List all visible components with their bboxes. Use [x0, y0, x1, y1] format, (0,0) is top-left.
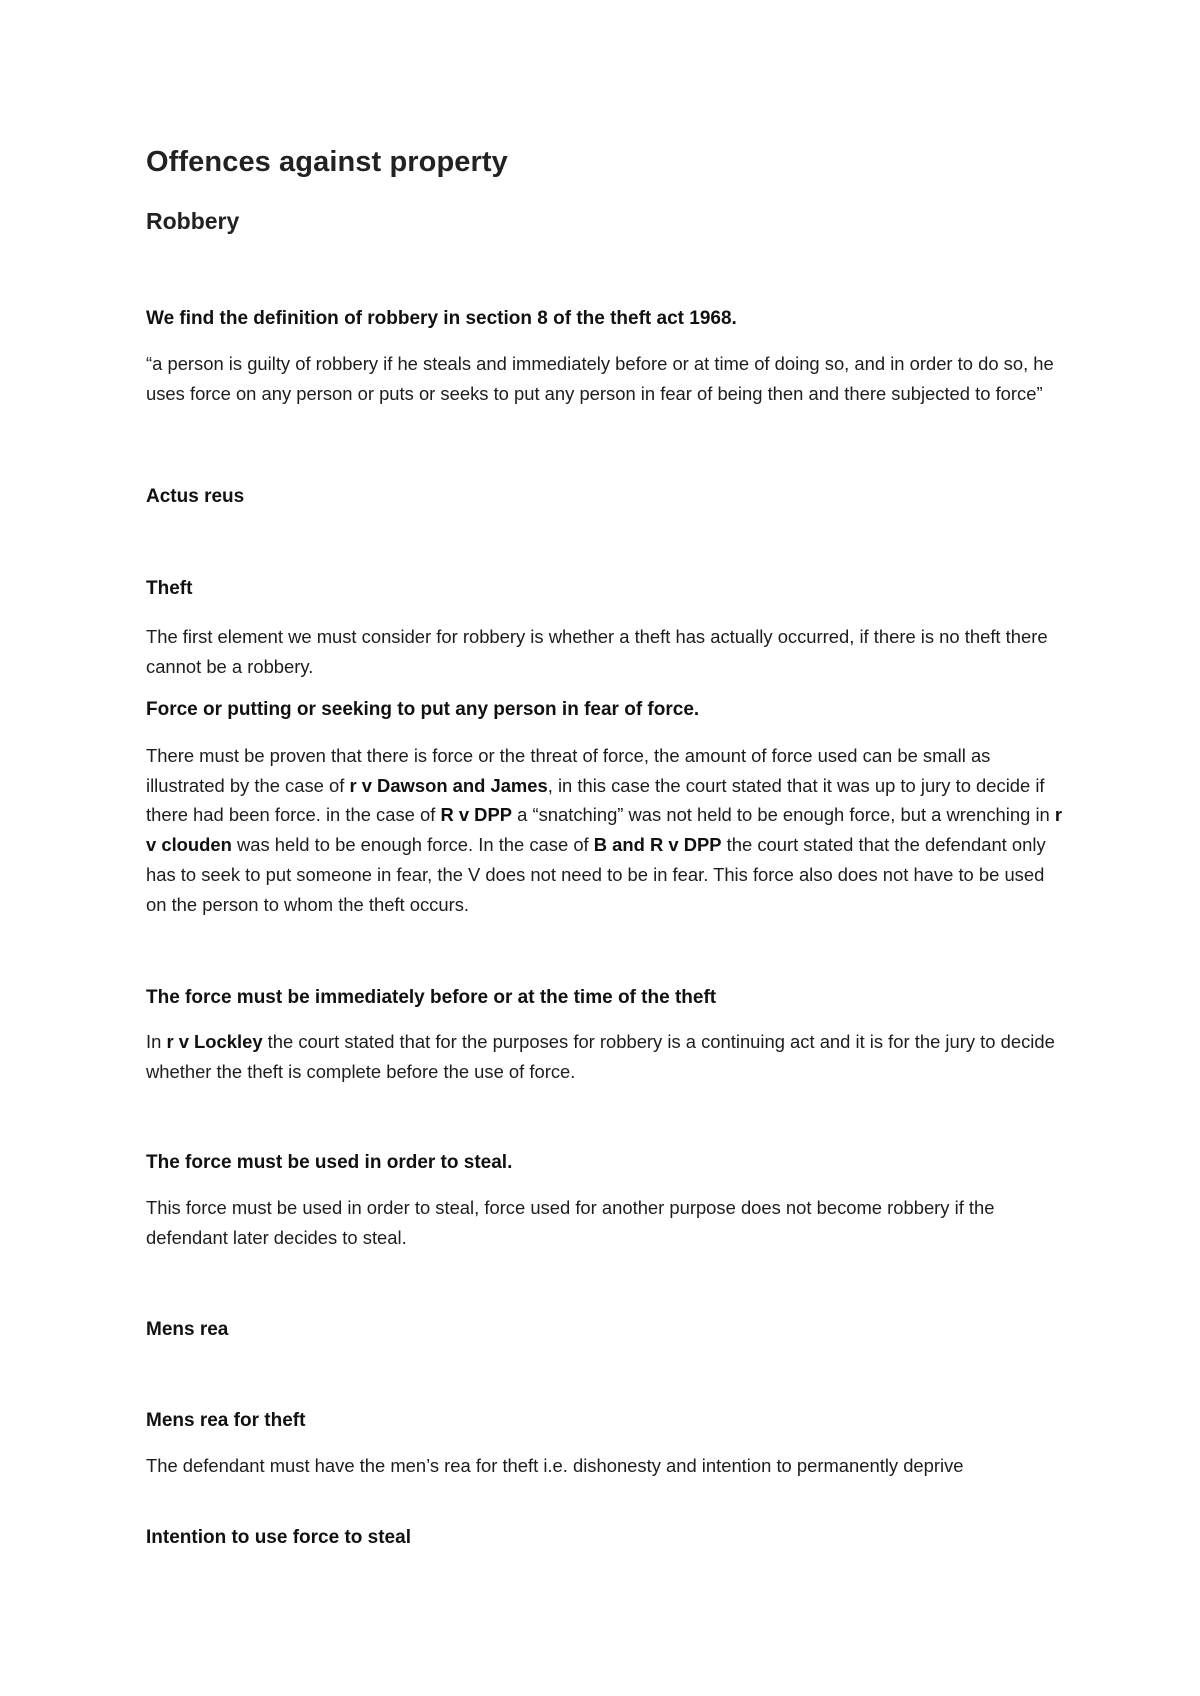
intention-heading: Intention to use force to steal: [146, 1527, 411, 1548]
force-paragraph: [146, 741, 1066, 919]
timing-heading: The force must be immediately before or at the time of the theft: [146, 987, 717, 1008]
theft-paragraph: The first element we must consider for robbery is whether a theft has actually occurred, if there is no theft there cannot be a robbery.: [146, 626, 1048, 677]
mens-rea-theft-heading: Mens rea for theft: [146, 1410, 306, 1431]
force-text-1: There must be proven that there is force or the threat of force, the amount of force used can be small as illustrated by the case of: [146, 745, 991, 796]
mens-rea-theft-paragraph: The defendant must have the men’s rea for theft i.e. dishonesty and intention to permanently deprive: [146, 1455, 964, 1476]
case-dawson-and-james: r v Dawson and James: [349, 774, 548, 796]
order-heading: The force must be used in order to steal.: [146, 1152, 513, 1173]
actus-reus-heading: Actus reus: [146, 486, 245, 507]
timing-paragraph: [146, 1027, 1066, 1086]
force-text-5: the court stated that the defendant only has to seek to put someone in fear, the V does not need to be in fear. This force also does not have to be used on the person to whom the theft occurs.: [146, 834, 1046, 915]
timing-text-1: In: [146, 1031, 167, 1052]
case-r-v-lockley: r v Lockley: [166, 1031, 263, 1052]
definition-quote: “a person is guilty of robbery if he steals and immediately before or at time of doing so, and in order to do so, he uses force on any person or puts or seeks to put any person in fear of being then and there subjected to force”: [146, 353, 1054, 404]
timing-text-2: the court stated that for the purposes for robbery is a continuing act and it is for the jury to decide whether the theft is complete before the use of force.: [146, 1031, 1055, 1082]
theft-heading: Theft: [146, 578, 193, 599]
case-r-v-clouden: r v clouden: [146, 804, 1063, 856]
definition-heading: We find the definition of robbery in section 8 of the theft act 1968.: [146, 308, 737, 329]
document-title: Offences against property: [146, 146, 508, 178]
force-heading: Force or putting or seeking to put any person in fear of force.: [146, 699, 700, 720]
document-subtitle: Robbery: [146, 208, 240, 234]
order-paragraph: This force must be used in order to steal, force used for another purpose does not become robbery if the defendant later decides to steal.: [146, 1197, 995, 1248]
force-text-4: was held to be enough force. In the case of: [231, 834, 594, 856]
force-text-3: a “snatching” was not held to be enough force, but a wrenching in: [512, 804, 1055, 826]
case-r-v-dpp: R v DPP: [440, 804, 512, 826]
mens-rea-heading: Mens rea: [146, 1319, 229, 1340]
force-text-2: , in this case the court stated that it was up to jury to decide if there had been force. in the case of: [146, 774, 1045, 826]
case-b-and-r-v-dpp: B and R v DPP: [593, 834, 722, 856]
